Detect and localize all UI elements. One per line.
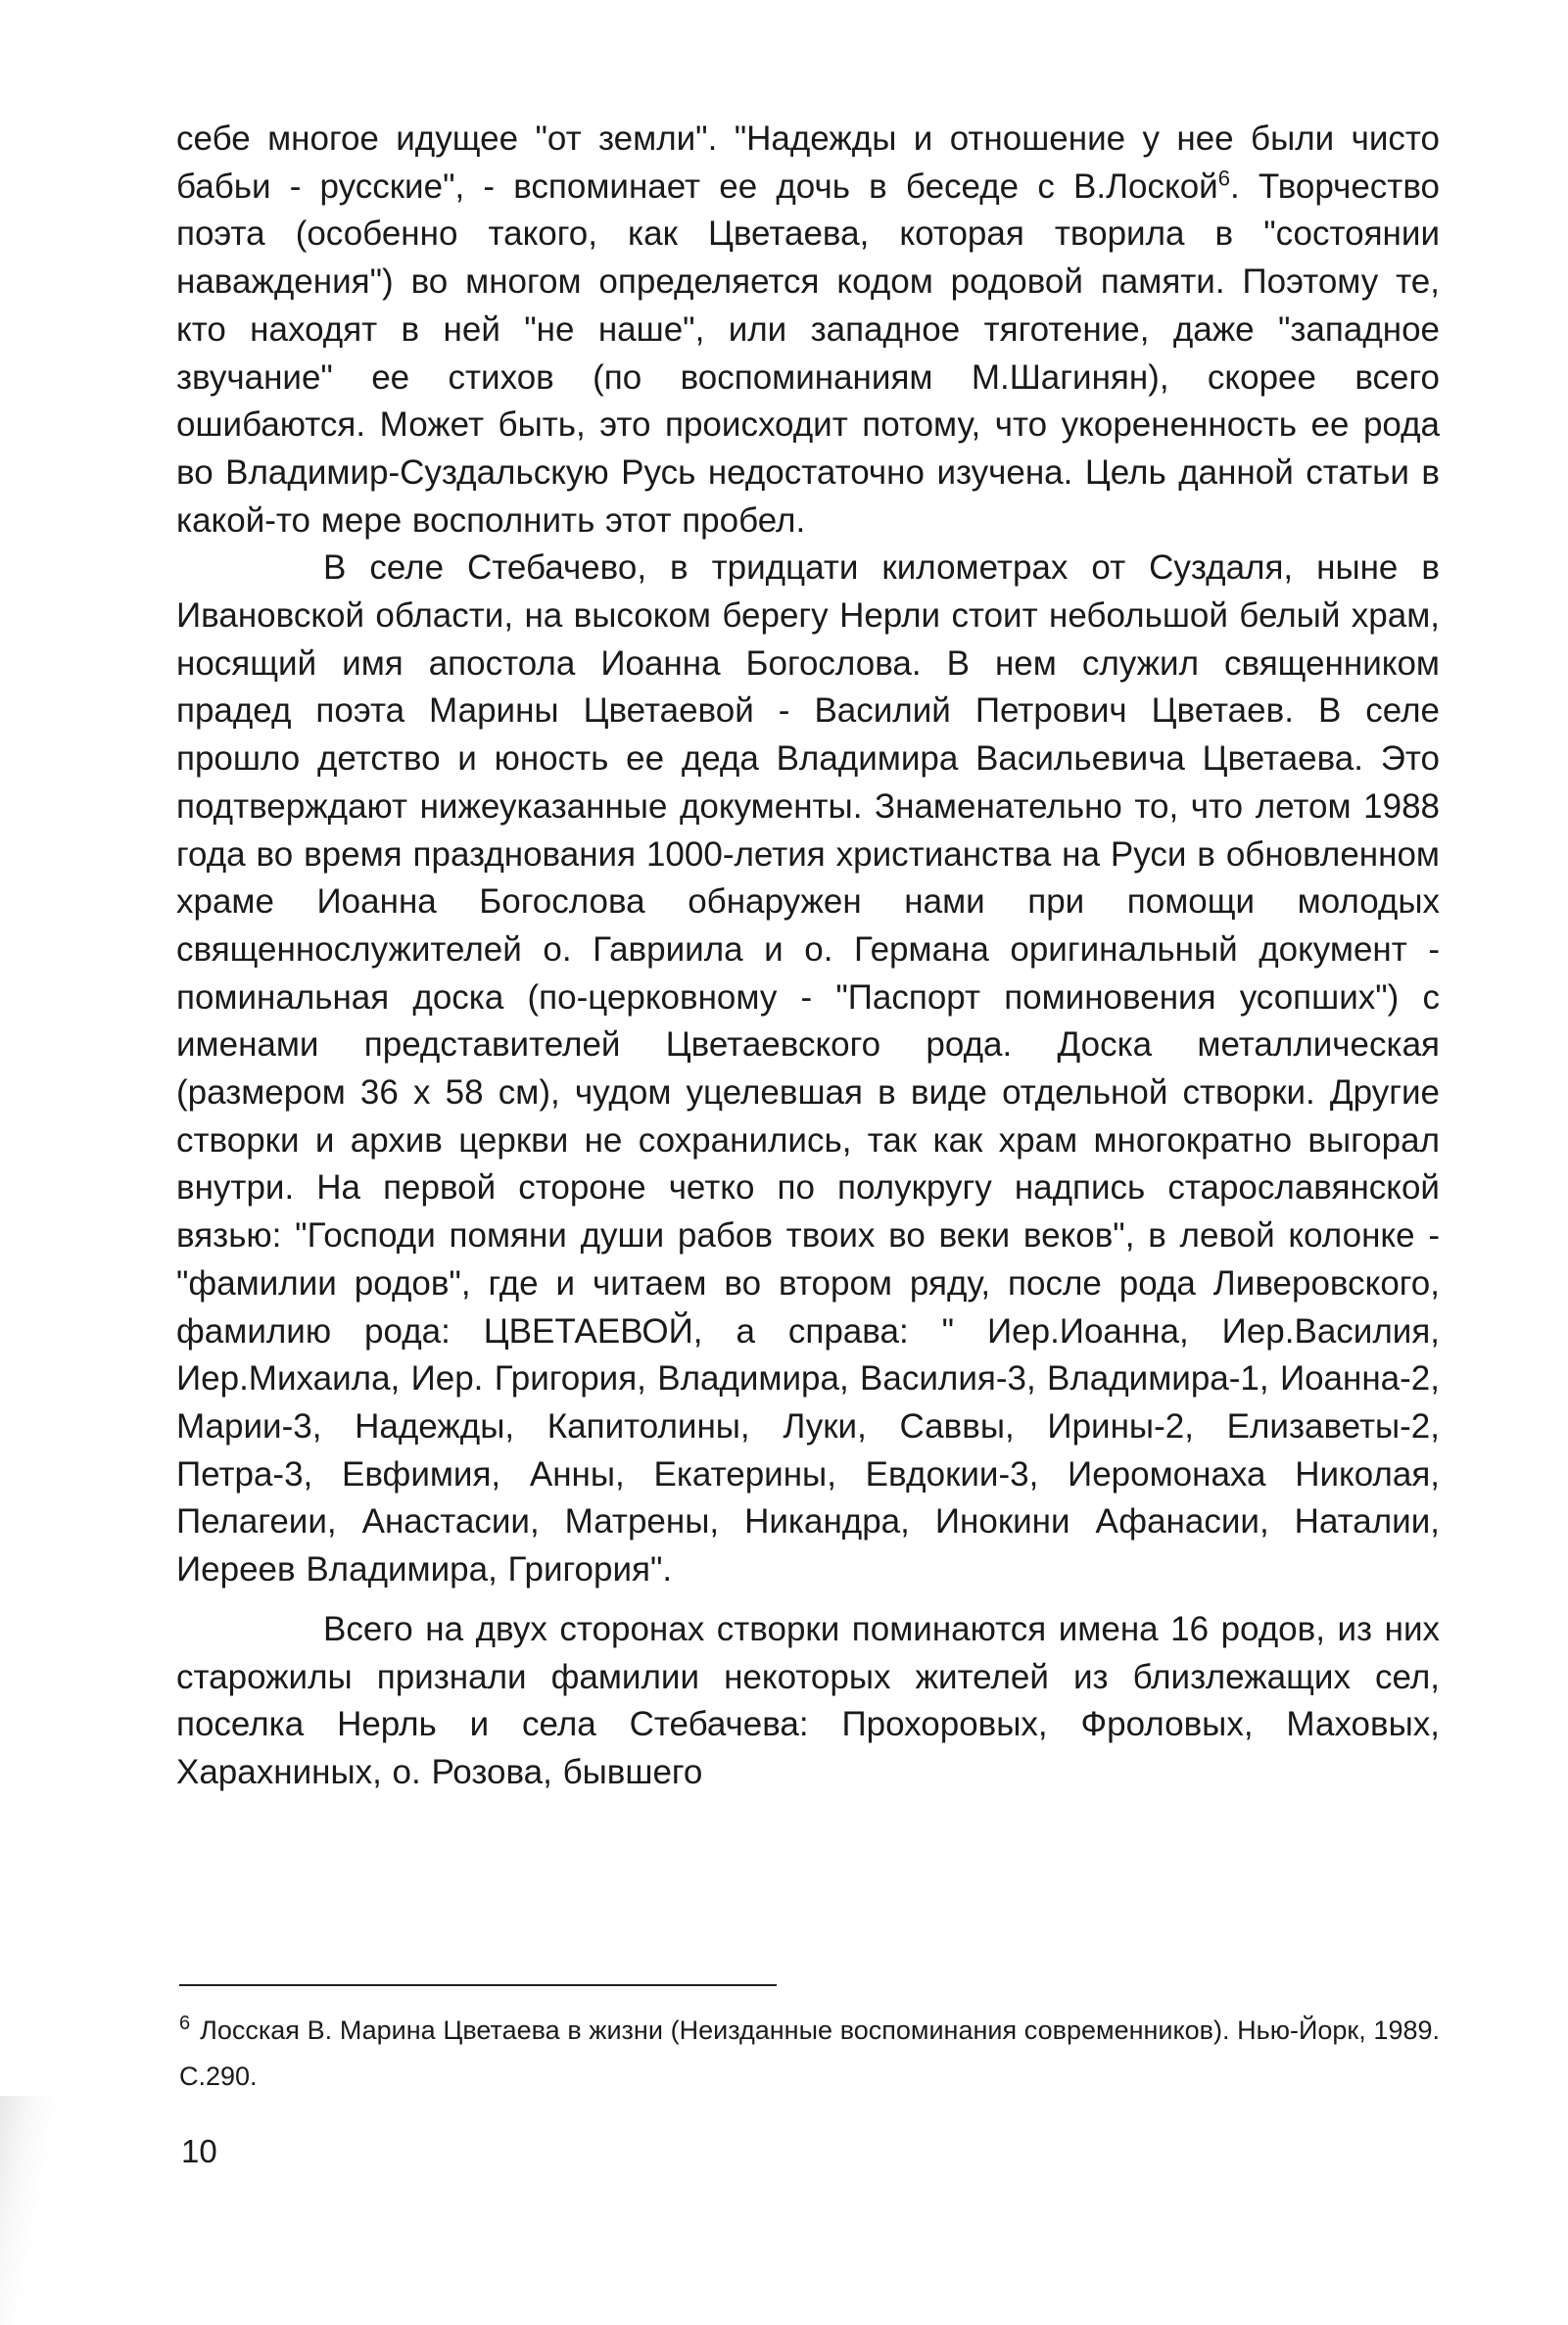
paragraph-1-text-end: . Творчество поэта (особенно такого, как Цветаева, которая творила в "состоянии наваждения") во многом определяется кодом родовой памяти. Поэтому те, кто находят в ней "не наше", или западное тяготение, даже "западное звучание" ее стихов (по воспоминаниям М.Шагинян), скорее всего ошибаются. Может быть, это происходит потому, что укорененность ее рода во Владимир-Суздальскую Русь недостаточно изучена. Цель данной статьи в какой-то мере восполнить этот пробел. [176, 166, 1440, 540]
paragraph-1 [176, 116, 1440, 545]
paragraph-gap [176, 1594, 1440, 1606]
footnote-ref: 6 [1217, 166, 1230, 191]
footnote [179, 2008, 1440, 2100]
paragraph-2: В селе Стебачево, в тридцати километрах от Суздаля, ныне в Ивановской области, на высоком берегу Нерли стоит небольшой белый храм, носящий имя апостола Иоанна Богослова. В нем служил священником прадед поэта Марины Цветаевой - Василий Петрович Цветаев. В селе прошло детство и юность ее деда Владимира Васильевича Цветаева. Это подтверждают нижеуказанные документы. Знаменательно то, что летом 1988 года во время празднования 1000-летия христианства на Руси в обновленном храме Иоанна Богослова обнаружен нами при помощи молодых священнослужителей о. Гавриила и о. Германа оригинальный документ - поминальная доска (по-церковному - "Паспорт поминовения усопших") с именами представителей Цветаевского рода. Доска металлическая (размером 36 х 58 см), чудом уцелевшая в виде отдельной створки. Другие створки и архив церкви не сохранились, так как храм многократно выгорал внутри. На первой стороне четко по полукругу надпись старославянской вязью: "Господи помяни души рабов твоих во веки веков", в левой колонке - "фамилии родов", где и читаем во втором ряду, после рода Ливеровского, фамилию рода: ЦВЕТАЕВОЙ, а справа: " Иер.Иоанна, Иер.Василия, Иер.Михаила, Иер. Григория, Владимира, Василия-3, Владимира-1, Иоанна-2, Марии-3, Надежды, Капитолины, Луки, Саввы, Ирины-2, Елизаветы-2, Петра-3, Евфимия, Анны, Екатерины, Евдокии-3, Иеромонаха Николая, Пелагеии, Анастасии, Матрены, Никандра, Инокини Афанасии, Наталии, Иереев Владимира, Григория". [176, 548, 1440, 1590]
paragraph-1-text-start: себе многое идущее "от земли". "Надежды и отношение у нее были чисто бабьи - русские", - вспоминает ее дочь в беседе с В.Лоской [176, 119, 1440, 206]
footnote-divider [179, 1984, 777, 1986]
footnote-number: 6 [179, 2013, 191, 2034]
page-body [176, 116, 1440, 1797]
scan-edge-shadow [0, 2096, 59, 2325]
page-number: 10 [181, 2133, 217, 2169]
footnote-text: Лосская В. Марина Цветаева в жизни (Неизданные воспоминания современников). Нью-Йорк, 1989. С.290. [179, 2016, 1440, 2091]
paragraph-3: Всего на двух сторонах створки поминаются имена 16 родов, из них старожилы признали фамилии некоторых жителей из близлежащих сел, поселка Нерль и села Стебачева: Прохоровых, Фроловых, Маховых, Харахниных, о. Розова, бывшего [176, 1609, 1440, 1791]
